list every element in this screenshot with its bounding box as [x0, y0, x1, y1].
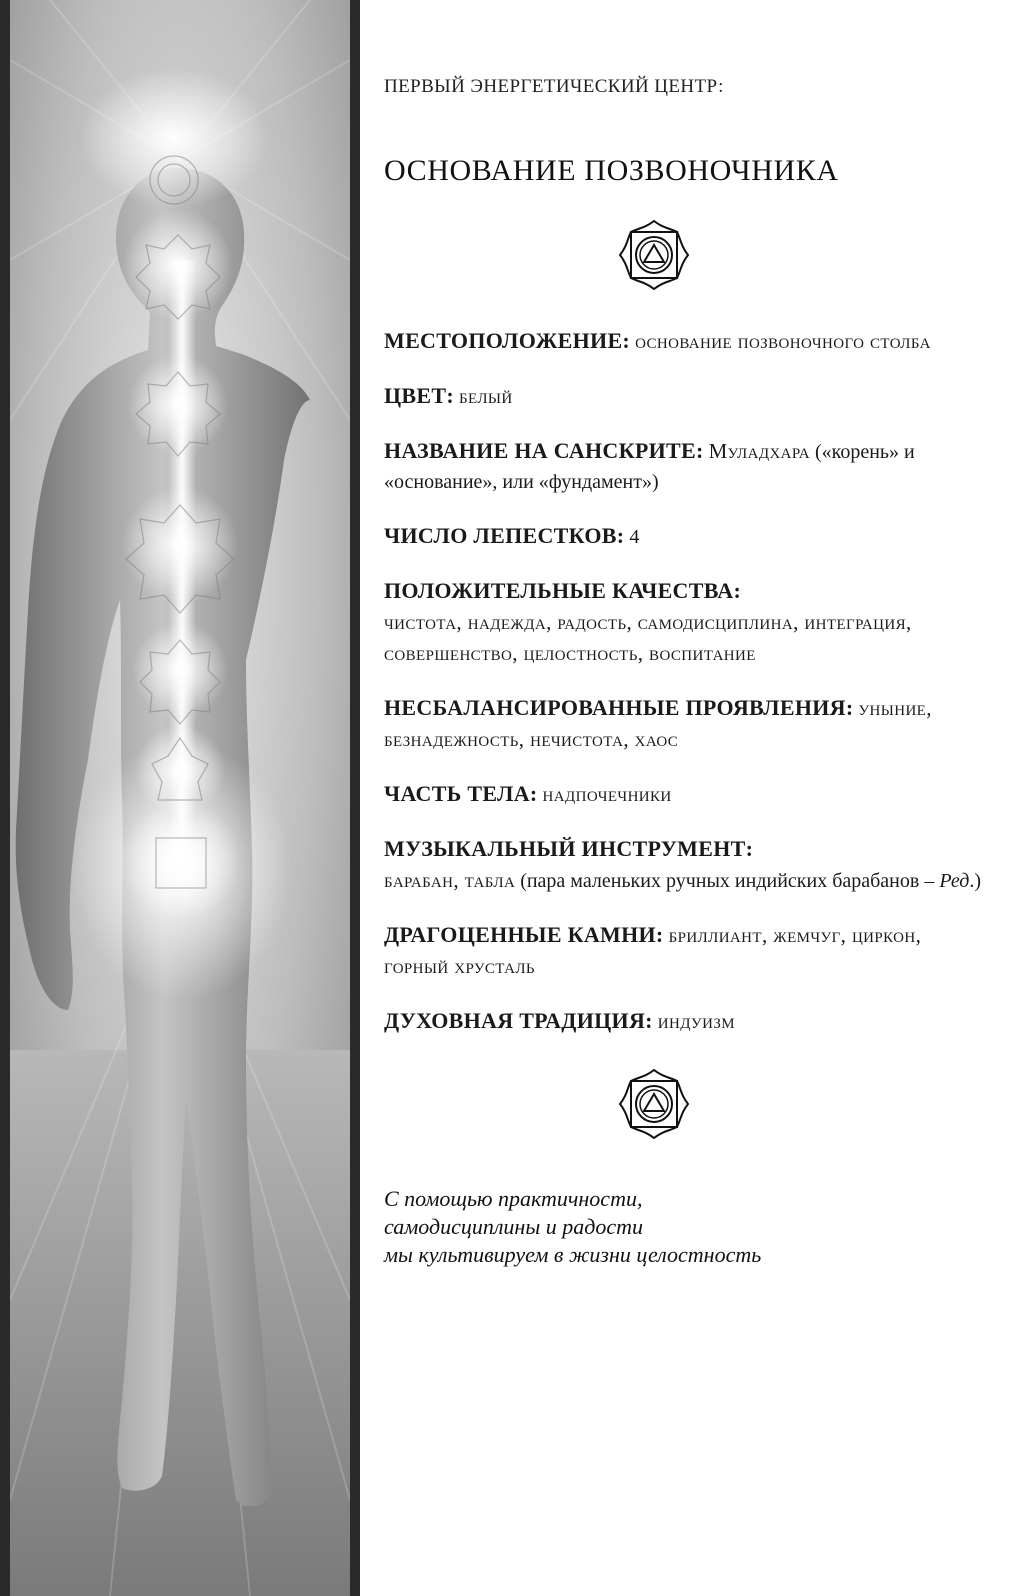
field-petals	[384, 521, 984, 552]
location-label: МЕСТОПОЛОЖЕНИЕ:	[384, 328, 631, 353]
chakra-description	[384, 76, 984, 1269]
instrument-note-end: .)	[969, 870, 981, 892]
closing-quote	[384, 1185, 984, 1269]
quote-line-3: мы культивируем в жизни целостность	[384, 1242, 762, 1267]
page-title: ОСНОВАНИЕ ПОЗВОНОЧНИКА	[384, 154, 839, 187]
muladhara-yantra-bottom-icon	[617, 1067, 691, 1141]
tradition-label: ДУХОВНАЯ ТРАДИЦИЯ:	[384, 1008, 653, 1033]
color-label: ЦВЕТ:	[384, 383, 454, 408]
page-subtitle: ПЕРВЫЙ ЭНЕРГЕТИЧЕСКИЙ ЦЕНТР:	[384, 76, 724, 97]
color-value: белый	[458, 384, 513, 408]
sanskrit-note: («корень» и «основание», или «фундамент»)	[384, 441, 915, 493]
field-instrument	[384, 834, 984, 896]
instrument-note-editor: Ред	[939, 870, 970, 892]
unbalanced-label: НЕСБАЛАНСИРОВАННЫЕ ПРОЯВЛЕНИЯ:	[384, 695, 854, 720]
quote-line-1: С помощью практичности,	[384, 1186, 643, 1211]
positive-value: чистота, надежда, радость, самодисциплина, интеграция, совершенство, целостность, воспитание	[384, 610, 912, 665]
gems-value: бриллиант, жемчуг, циркон, горный хрусталь	[384, 923, 922, 978]
petals-label: ЧИСЛО ЛЕПЕСТКОВ:	[384, 523, 625, 548]
chakra-illustration-panel	[0, 0, 360, 1596]
instrument-note: (пара маленьких ручных индийских барабанов –	[520, 870, 935, 892]
body-part-value: надпочечники	[542, 782, 672, 806]
tradition-value: индуизм	[657, 1009, 735, 1033]
unbalanced-value: уныние, безнадежность, нечистота, хаос	[384, 696, 932, 751]
body-part-label: ЧАСТЬ ТЕЛА:	[384, 781, 538, 806]
instrument-label: МУЗЫКАЛЬНЫЙ ИНСТРУМЕНТ:	[384, 836, 754, 861]
location-value: основание позвоночного столба	[635, 329, 931, 353]
sanskrit-label: НАЗВАНИЕ НА САНСКРИТЕ:	[384, 438, 704, 463]
field-positive-qualities	[384, 576, 984, 669]
field-body-part	[384, 779, 984, 810]
positive-label: ПОЛОЖИТЕЛЬНЫЕ КАЧЕСТВА:	[384, 578, 742, 603]
instrument-value: барабан, табла	[384, 868, 516, 892]
muladhara-yantra-icon	[617, 218, 691, 292]
petals-value: 4	[629, 526, 640, 548]
field-gems	[384, 920, 984, 982]
field-location	[384, 326, 984, 357]
field-sanskrit	[384, 436, 984, 497]
field-unbalanced	[384, 693, 984, 755]
field-color	[384, 381, 984, 412]
quote-line-2: самодисциплины и радости	[384, 1214, 644, 1239]
gems-label: ДРАГОЦЕННЫЕ КАМНИ:	[384, 922, 664, 947]
field-tradition	[384, 1006, 984, 1037]
human-figure-chakras-illustration	[10, 0, 350, 1596]
sanskrit-value: Муладхара	[708, 439, 810, 463]
